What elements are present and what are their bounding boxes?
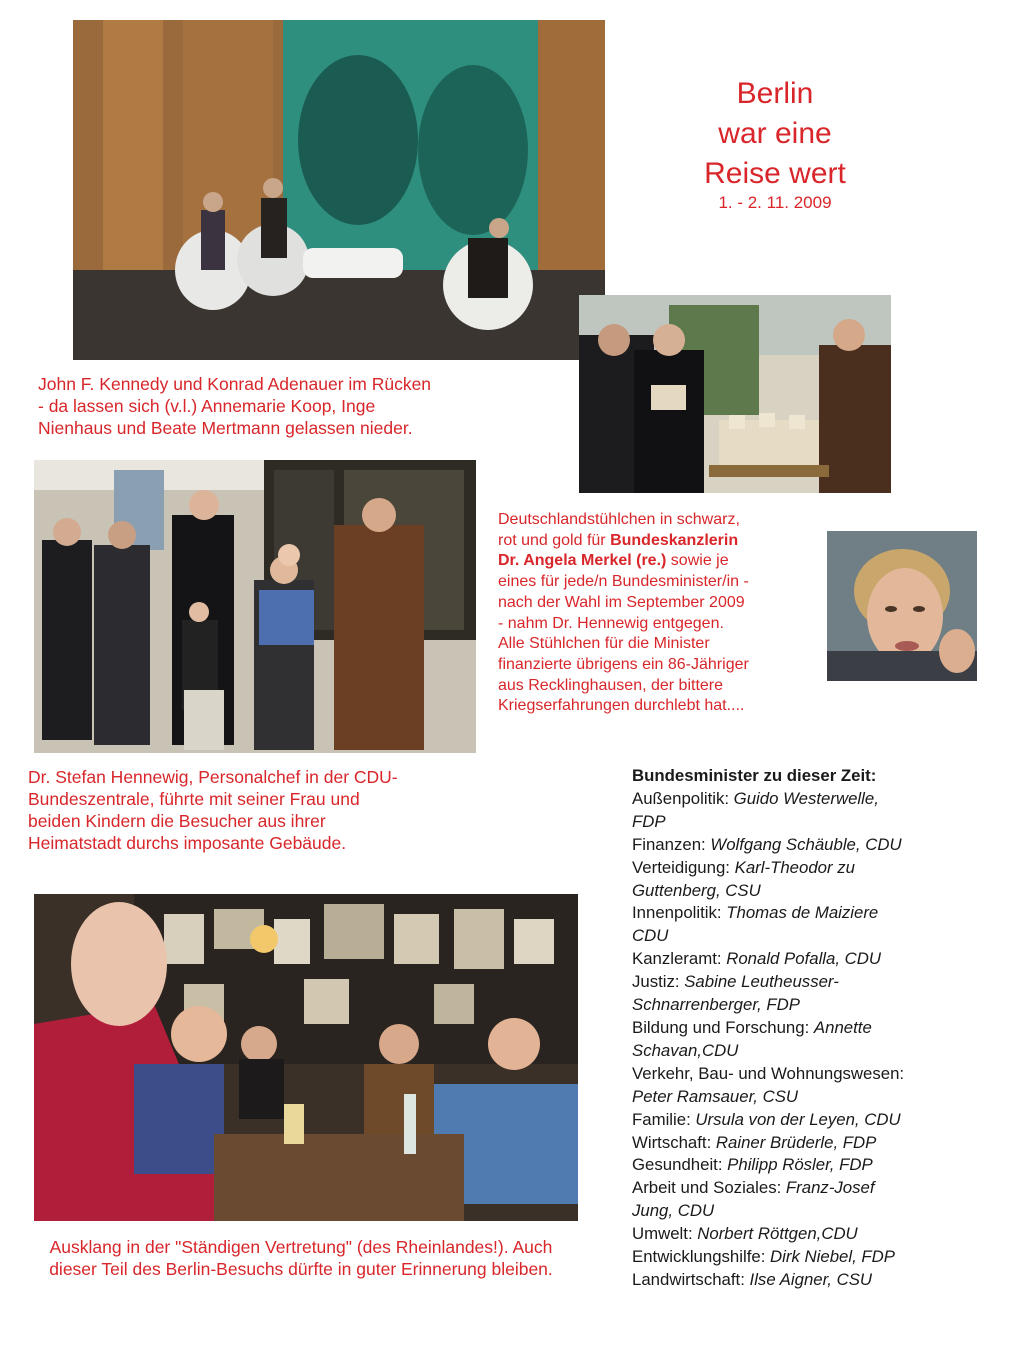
minister-name: FDP xyxy=(632,811,666,831)
caption-line: nach der Wahl im September 2009 xyxy=(498,593,745,611)
caption-line: - nahm Dr. Hennewig entgegen. xyxy=(498,614,724,632)
minister-name: Annette xyxy=(813,1017,872,1037)
minister-name: Schnarrenberger, FDP xyxy=(632,995,800,1015)
minister-row xyxy=(632,1086,962,1109)
minister-row xyxy=(632,1109,962,1132)
ministers-heading: Bundesminister zu dieser Zeit: xyxy=(632,766,877,785)
ministers-list xyxy=(632,765,962,1292)
caption-text: sowie je xyxy=(666,552,729,570)
caption-line: Nienhaus und Beate Mertmann gelassen nieder. xyxy=(38,418,413,438)
minister-department: Familie: xyxy=(632,1109,696,1129)
caption-line: Bundeszentrale, führte mit seiner Frau und xyxy=(28,789,360,809)
photo-staendige-vertretung xyxy=(34,894,578,1221)
caption-line: Deutschlandstühlchen in schwarz, xyxy=(498,511,740,528)
minister-row xyxy=(632,1040,962,1063)
ministers-rows xyxy=(632,788,962,1292)
minister-department: Verteidigung: xyxy=(632,857,735,877)
minister-row xyxy=(632,1269,962,1292)
photo-hennewig-family-group xyxy=(34,460,476,753)
minister-name: Peter Ramsauer, CSU xyxy=(632,1086,799,1106)
caption-line: Heimatstadt durchs imposante Gebäude. xyxy=(28,833,347,853)
title-date: 1. - 2. 11. 2009 xyxy=(718,193,832,212)
minister-row xyxy=(632,1154,962,1177)
title-line-3: Reise wert xyxy=(704,157,846,190)
caption-line: John F. Kennedy und Konrad Adenauer im Rücken xyxy=(38,374,432,394)
minister-row xyxy=(632,1246,962,1269)
caption-line: Ausklang in der "Ständigen Vertretung" (des Rheinlandes!). Auch xyxy=(49,1237,553,1257)
minister-name: Schavan,CDU xyxy=(632,1040,739,1060)
minister-name: Ilse Aigner, CSU xyxy=(749,1269,873,1289)
minister-row xyxy=(632,902,962,925)
title-line-1: Berlin xyxy=(736,77,814,110)
minister-name: Franz-Josef xyxy=(785,1178,875,1198)
minister-department: Entwicklungshilfe: xyxy=(632,1247,771,1267)
minister-department: Wirtschaft: xyxy=(632,1132,716,1152)
caption-line xyxy=(498,531,818,552)
minister-name: Thomas de Maiziere xyxy=(726,903,879,923)
minister-row xyxy=(632,880,962,903)
caption-family-photo xyxy=(28,766,508,854)
caption-line xyxy=(498,551,818,572)
caption-text: rot und gold für xyxy=(498,531,611,549)
minister-row xyxy=(632,857,962,880)
caption-bold-text: Bundeskanzlerin xyxy=(610,531,739,549)
caption-restaurant-photo xyxy=(6,1236,596,1280)
caption-line: aus Recklinghausen, der bittere xyxy=(498,676,724,694)
minister-name: Rainer Brüderle, FDP xyxy=(715,1132,877,1152)
minister-name: Norbert Röttgen,CDU xyxy=(697,1224,858,1244)
minister-name: Sabine Leutheusser- xyxy=(684,972,839,992)
caption-line: Dr. Stefan Hennewig, Personalchef in der CDU- xyxy=(28,767,398,787)
minister-name: Guido Westerwelle, xyxy=(733,788,879,808)
minister-row xyxy=(632,834,962,857)
minister-row xyxy=(632,1223,962,1246)
minister-name: Jung, CDU xyxy=(632,1201,715,1221)
minister-name: Guttenberg, CSU xyxy=(632,880,761,900)
photo-chairs-handover xyxy=(579,295,891,493)
minister-name: Ursula von der Leyen, CDU xyxy=(695,1109,901,1129)
minister-department: Gesundheit: xyxy=(632,1155,728,1175)
minister-row xyxy=(632,1132,962,1155)
minister-department: Finanzen: xyxy=(632,834,711,854)
minister-row xyxy=(632,1200,962,1223)
minister-name: Philipp Rösler, FDP xyxy=(727,1155,873,1175)
minister-row xyxy=(632,1177,962,1200)
minister-department: Verkehr, Bau- und Wohnungswesen: xyxy=(632,1063,905,1083)
minister-name: CDU xyxy=(632,926,669,946)
caption-line: - da lassen sich (v.l.) Annemarie Koop, Inge xyxy=(38,396,376,416)
minister-department: Arbeit und Soziales: xyxy=(632,1178,786,1198)
minister-department: Innenpolitik: xyxy=(632,903,727,923)
minister-row xyxy=(632,1017,962,1040)
minister-name: Ronald Pofalla, CDU xyxy=(726,949,882,969)
title-line-2: war eine xyxy=(718,117,832,150)
caption-line: eines für jede/n Bundesminister/in - xyxy=(498,573,749,591)
minister-name: Dirk Niebel, FDP xyxy=(770,1247,895,1267)
minister-row xyxy=(632,925,962,948)
photo-kennedy-adenauer-lounge xyxy=(73,20,605,360)
caption-line: Kriegserfahrungen durchlebt hat.... xyxy=(498,697,745,715)
photo-merkel-portrait xyxy=(827,531,977,681)
minister-department: Bildung und Forschung: xyxy=(632,1017,814,1037)
caption-line: Alle Stühlchen für die Minister xyxy=(498,635,710,653)
minister-row xyxy=(632,788,962,811)
minister-department: Außenpolitik: xyxy=(632,788,734,808)
minister-row xyxy=(632,994,962,1017)
minister-department: Justiz: xyxy=(632,972,685,992)
minister-department: Kanzleramt: xyxy=(632,949,727,969)
minister-department: Umwelt: xyxy=(632,1224,698,1244)
minister-row xyxy=(632,948,962,971)
minister-name: Karl-Theodor zu xyxy=(734,857,855,877)
article-title xyxy=(660,74,890,214)
minister-name: Wolfgang Schäuble, CDU xyxy=(710,834,902,854)
caption-line: dieser Teil des Berlin-Besuchs dürfte in guter Erinnerung bleiben. xyxy=(49,1259,553,1279)
caption-merkel xyxy=(498,510,818,717)
minister-row xyxy=(632,971,962,994)
caption-line: finanzierte übrigens ein 86-Jähriger xyxy=(498,655,749,673)
minister-row xyxy=(632,811,962,834)
caption-lounge-photo xyxy=(38,373,538,439)
minister-department: Landwirtschaft: xyxy=(632,1269,750,1289)
minister-row xyxy=(632,1063,962,1086)
caption-line: beiden Kindern die Besucher aus ihrer xyxy=(28,811,326,831)
caption-bold-text: Dr. Angela Merkel (re.) xyxy=(498,552,667,570)
